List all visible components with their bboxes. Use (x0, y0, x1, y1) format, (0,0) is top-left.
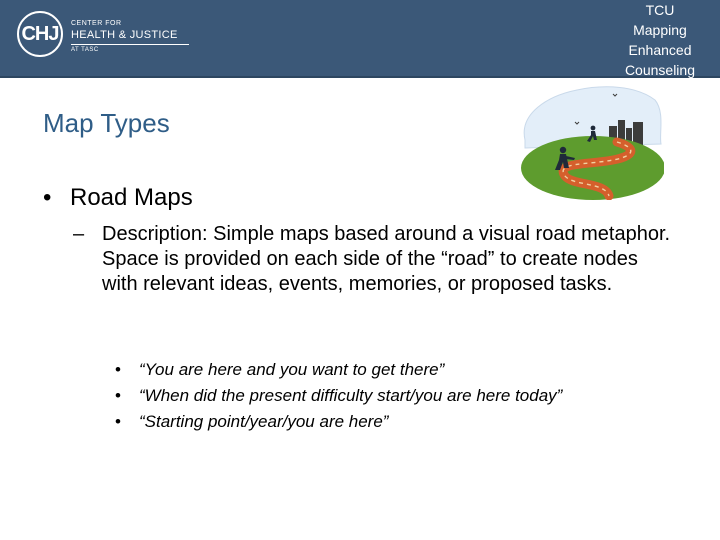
logo-mark: CHJ (21, 23, 59, 45)
header-bar (0, 0, 720, 78)
example-text: “You are here and you want to get there” (139, 360, 445, 379)
corner-title-line: Counseling (624, 62, 695, 78)
corner-title-line: Enhanced (628, 42, 692, 58)
chj-logo (17, 11, 197, 63)
example-bullet-mark: • (115, 412, 121, 431)
bullet-mark: • (43, 184, 52, 211)
corner-title (625, 0, 695, 80)
logo-sub-text: AT TASC (71, 47, 99, 53)
hill-shape (521, 136, 664, 200)
logo-top-text: CENTER FOR (71, 20, 122, 27)
example-text: “When did the present difficulty start/you are here today” (139, 386, 563, 405)
slide-title: Map Types (43, 108, 170, 138)
example-item (115, 383, 562, 409)
bullet-text: Road Maps (70, 184, 193, 211)
logo-rule (71, 44, 189, 45)
example-list (115, 357, 562, 435)
corner-title-line: Mapping (633, 22, 687, 38)
dash-mark: – (73, 223, 85, 245)
example-item (115, 409, 562, 435)
bullet-road-maps (43, 184, 193, 212)
road-map-illustration (517, 82, 664, 200)
logo-name-text: HEALTH & JUSTICE (71, 29, 178, 41)
description-bullet (73, 222, 673, 297)
example-bullet-mark: • (115, 386, 121, 405)
example-text: “Starting point/year/you are here” (139, 412, 389, 431)
description-text: Description: Simple maps based around a visual road metaphor. Space is provided on each side of the “road” to create nodes with relevant ideas, events, memories, or proposed tasks. (102, 223, 671, 295)
corner-title-line: TCU (645, 2, 675, 18)
example-item (115, 357, 562, 383)
example-bullet-mark: • (115, 360, 121, 379)
